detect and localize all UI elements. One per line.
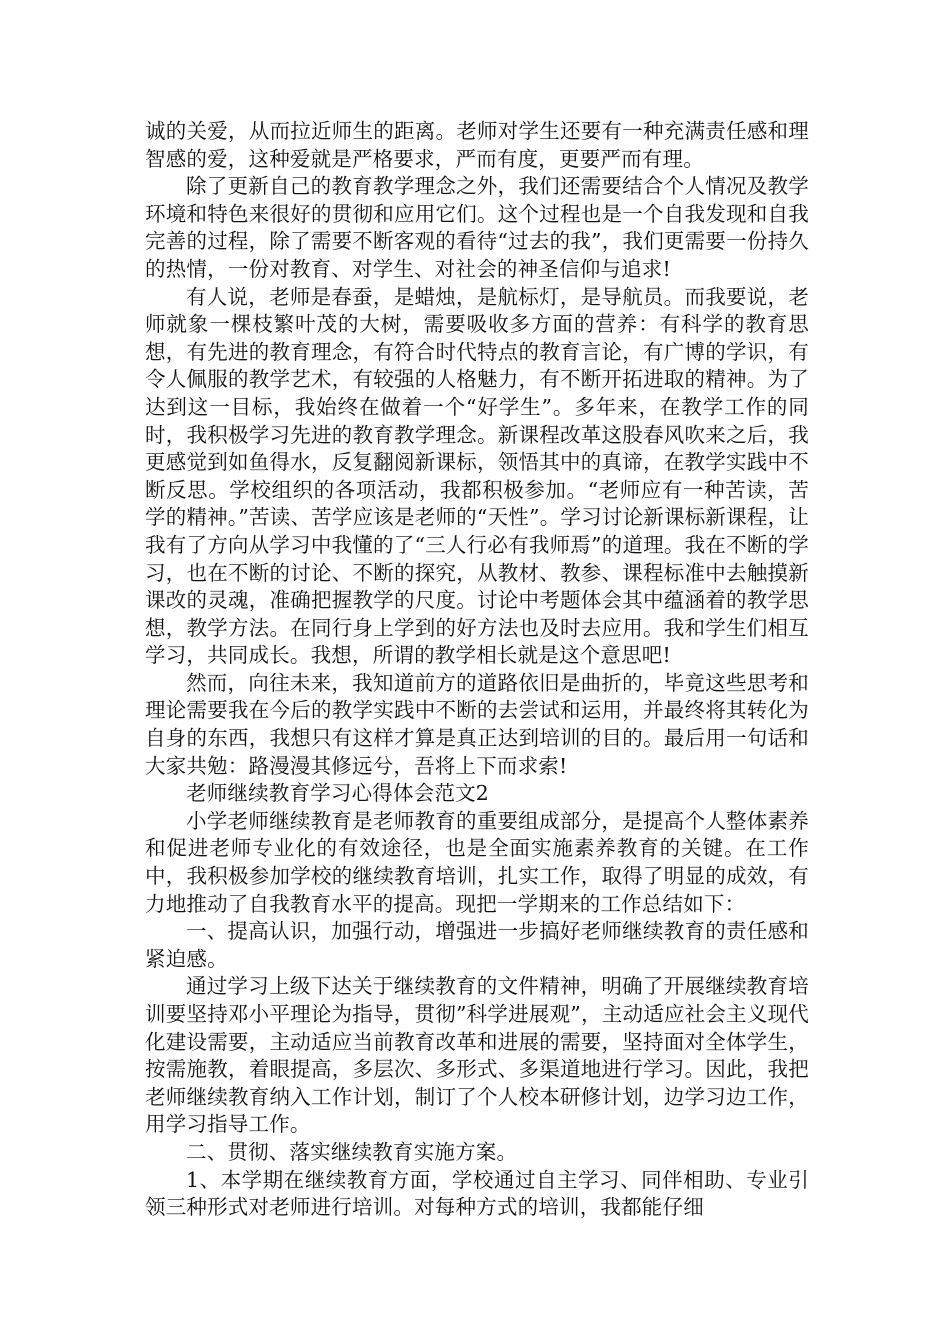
paragraph-continuation: 诚的关爱，从而拉近师生的距离。老师对学生还要有一种充满责任感和理智感的爱，这种爱就是严格要求，严而有度，更要严而有理。 <box>145 119 809 171</box>
paragraph-point-two-item-1: 1、本学期在继续教育方面，学校通过自主学习、同伴相助、专业引领三种形式对老师进行培训。对每种方式的培训，我都能仔细 <box>145 1167 809 1220</box>
paragraph-point-two-heading: 二、贯彻、落实继续教育实施方案。 <box>186 1139 518 1164</box>
paragraph-looking-forward: 然而，向往未来，我知道前方的道路依旧是曲折的，毕竟这些思考和理论需要我在今后的教学实践中不断的去尝试和运用，并最终将其转化为自身的东西，我想只有这样才算是真正达到培训的目的。最后用一句话和大家共勉：路漫漫其修远兮，吾将上下而求索! <box>145 670 809 778</box>
document-body <box>145 118 809 1222</box>
paragraph-point-one-heading: 一、提高认识，加强行动，增强进一步搞好老师继续教育的责任感和紧迫感。 <box>145 919 809 971</box>
paragraph-essay-2-intro: 小学老师继续教育是老师教育的重要组成部分，是提高个人整体素养和促进老师专业化的有效途径，也是全面实施素养教育的关键。在工作中，我积极参加学校的继续教育培训，扎实工作，取得了明显的成效，有力地推动了自我教育水平的提高。现把一学期来的工作总结如下： <box>145 808 809 916</box>
paragraph-teaching-philosophy: 除了更新自己的教育教学理念之外，我们还需要结合个人情况及教学环境和特色来很好的贯彻和应用它们。这个过程也是一个自我发现和自我完善的过程，除了需要不断客观的看待“过去的我”，我们更需要一份持久的热情，一份对教育、对学生、对社会的神圣信仰与追求! <box>145 174 809 281</box>
paragraph-teacher-as-tree: 有人说，老师是春蚕，是蜡烛，是航标灯，是导航员。而我要说，老师就象一棵枝繁叶茂的大树，需要吸收多方面的营养：有科学的教育思想，有先进的教育理念，有符合时代特点的教育言论，有广博的学识，有令人佩服的教学艺术，有较强的人格魅力，有不断开拓进取的精神。为了达到这一目标，我始终在做着一个“好学生”。多年来，在教学工作的同时，我积极学习先进的教育教学理念。新课程改革这股春风吹来之后，我更感觉到如鱼得水，反复翻阅新课标，领悟其中的真谛，在教学实践中不断反思。学校组织的各项活动，我都积极参加。“老师应有一种苦读，苦学的精神。”苦读、苦学应该是老师的“天性”。学习讨论新课标新课程，让我有了方向从学习中我懂的了“三人行必有我师焉”的道理。我在不断的学习，也在不断的讨论、不断的探究，从教材、教参、课程标准中去触摸新课改的灵魂，准确把握教学的尺度。讨论中考题体会其中蕴涵着的教学思想，教学方法。在同行身上学到的好方法也及时去应用。我和学生们相互学习，共同成长。我想，所谓的教学相长就是这个意思吧! <box>145 284 809 668</box>
section-title-essay-2: 老师继续教育学习心得体会范文2 <box>186 781 490 806</box>
paragraph-point-one-body: 通过学习上级下达关于继续教育的文件精神，明确了开展继续教育培训要坚持邓小平理论为指导，贯彻”科学进展观”，主动适应社会主义现代化建设需要，主动适应当前教育改革和进展的需要，坚持面对全体学生，按需施教，着眼提高，多层次、多形式、多渠道地进行学习。因此，我把老师继续教育纳入工作计划，制订了个人校本研修计划，边学习边工作，用学习指导工作。 <box>145 974 809 1137</box>
